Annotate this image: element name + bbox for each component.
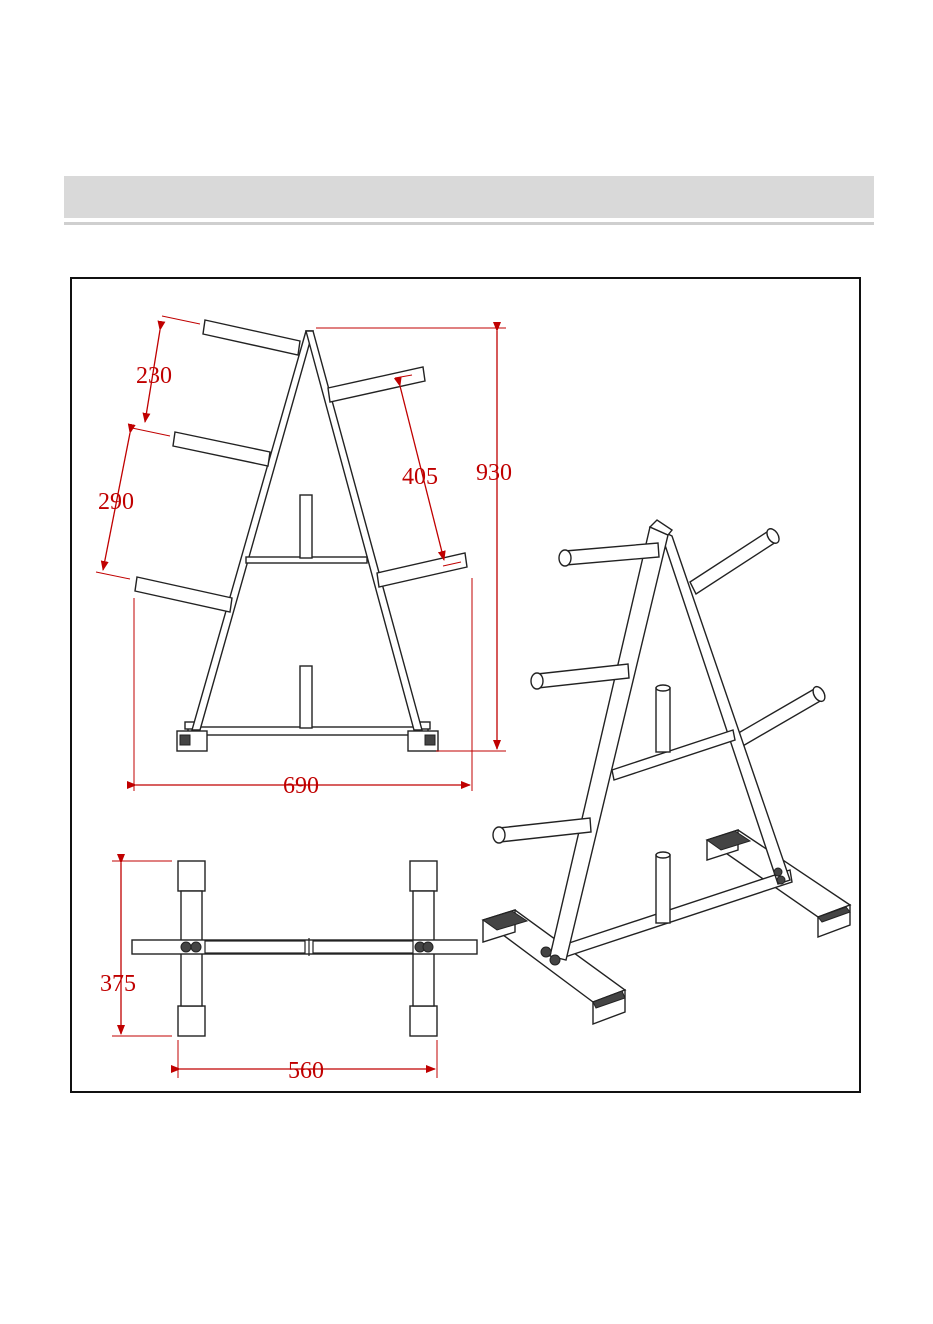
front-leg-left (192, 331, 313, 730)
front-arm-left-2 (173, 432, 270, 466)
top-view (100, 861, 477, 1084)
iso-peg-lower (656, 855, 670, 923)
dim-base-depth: 375 (100, 971, 136, 997)
iso-middle-crossbar (612, 730, 735, 780)
front-peg-lower (300, 666, 312, 728)
dim-arm-spacing-middle: 290 (98, 489, 134, 515)
iso-leg-back (660, 530, 790, 884)
dim-arm-length: 405 (402, 464, 438, 490)
dim-total-height: 930 (476, 460, 512, 486)
dim-arm-spacing-top: 230 (136, 363, 172, 389)
iso-leg-front (550, 527, 668, 960)
isometric-view (483, 520, 850, 1024)
iso-arm-back-1 (690, 530, 776, 594)
iso-arm-back-2 (735, 688, 822, 747)
front-arm-right-1 (328, 367, 425, 402)
front-arm-left-3 (135, 577, 232, 612)
iso-peg-upper (656, 688, 670, 752)
front-arm-right-2 (377, 553, 467, 587)
iso-base-crossbar (560, 870, 792, 958)
front-peg-upper (300, 495, 312, 558)
front-view (96, 316, 512, 799)
dim-total-width: 690 (283, 773, 319, 799)
front-arm-left-1 (203, 320, 300, 355)
dim-base-width: 560 (288, 1058, 324, 1084)
